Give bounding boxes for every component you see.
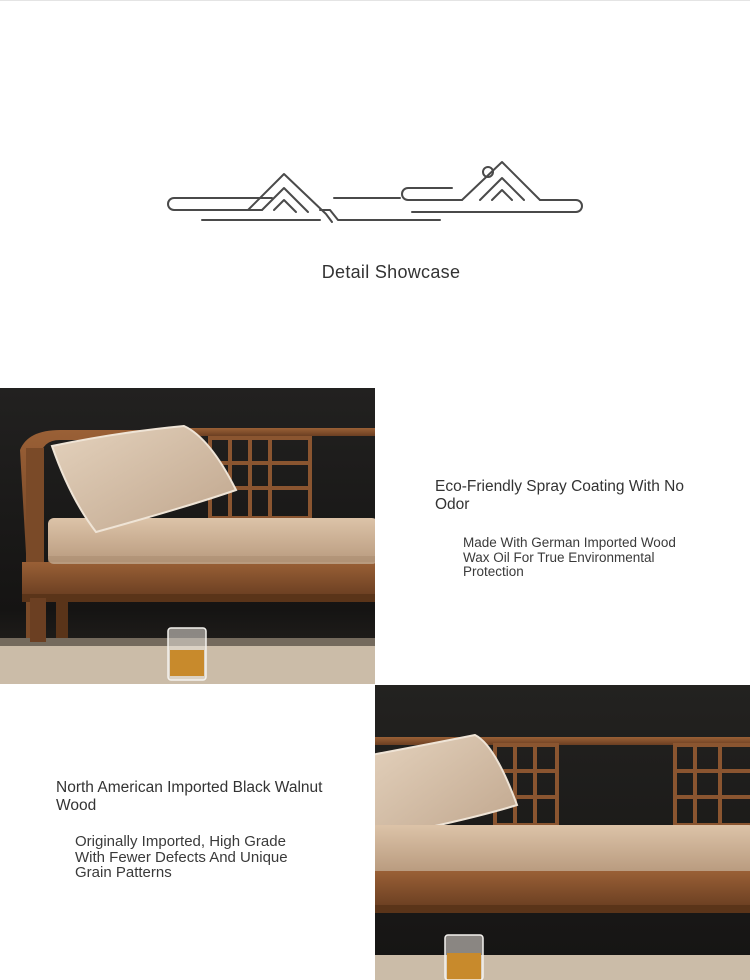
feature-heading-coating: Eco-Friendly Spray Coating With No Odor (435, 478, 684, 513)
mountain-ornament-icon (162, 158, 586, 230)
feature-description-coating: Made With German Imported Wood Wax Oil For True Environmental Protection (463, 535, 676, 579)
daybed-closeup-photo (375, 685, 750, 980)
top-divider (0, 0, 750, 1)
section-title: Detail Showcase (321, 262, 461, 282)
feature-description-walnut: Originally Imported, High Grade With Fewer Defects And Unique Grain Patterns (75, 833, 288, 881)
daybed-photo (0, 388, 375, 684)
feature-heading-walnut: North American Imported Black Walnut Wood (56, 779, 323, 814)
